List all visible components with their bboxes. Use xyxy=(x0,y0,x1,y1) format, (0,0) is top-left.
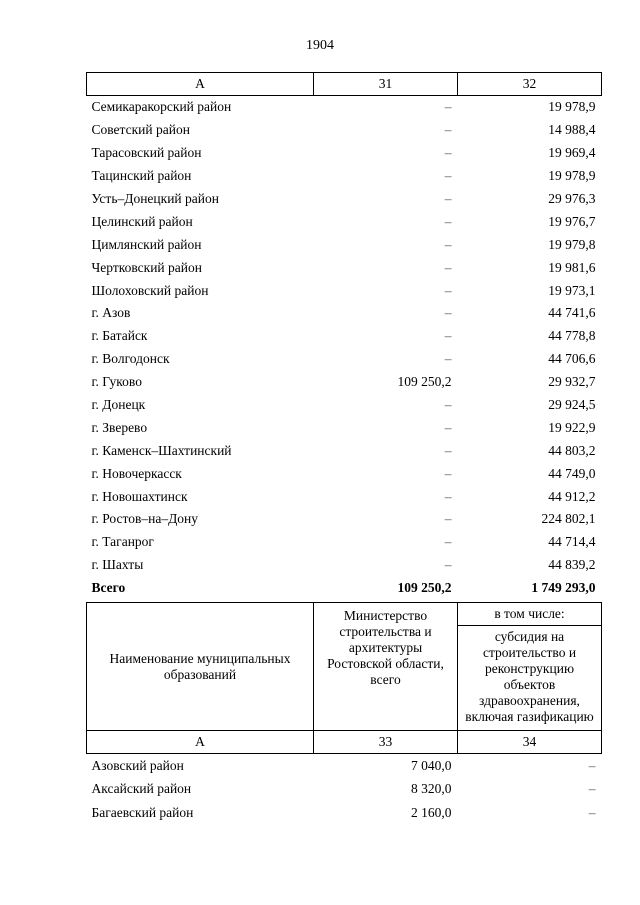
amount-c32: 29 924,5 xyxy=(548,397,596,413)
municipality-name: Тацинский район xyxy=(91,168,192,184)
municipality-name: г. Новошахтинск xyxy=(91,488,188,504)
column-number-header-2 xyxy=(87,731,602,754)
header-col-34: 34 xyxy=(458,731,602,754)
table-row xyxy=(87,462,602,485)
column-number-header xyxy=(87,73,602,96)
amount-c31: – xyxy=(444,442,452,458)
amount-c32: 29 976,3 xyxy=(548,191,596,206)
table-row xyxy=(87,394,602,417)
amount-c33: 7 040,0 xyxy=(411,757,452,773)
amount-c34: – xyxy=(588,804,596,820)
amount-c31: – xyxy=(444,99,452,115)
municipality-name: г. Батайск xyxy=(91,328,148,344)
municipality-name: г. Ростов–на–Дону xyxy=(91,511,199,527)
header-municipality: Наименование муниципальных образований xyxy=(87,603,314,731)
amount-c31: – xyxy=(444,465,452,481)
page-number: 1904 xyxy=(306,38,334,53)
amount-c31: – xyxy=(444,191,452,206)
table-row xyxy=(87,165,602,188)
amount-c31: 109 250,2 xyxy=(397,374,452,390)
amount-c32: 44 714,4 xyxy=(548,534,596,550)
municipality-name: Багаевский район xyxy=(91,804,194,820)
amount-c34: – xyxy=(588,757,596,773)
table-row xyxy=(87,485,602,508)
amount-c31: – xyxy=(444,282,452,298)
amount-c31: – xyxy=(444,213,452,229)
table-row xyxy=(87,554,602,577)
amount-c34: – xyxy=(588,781,596,797)
table-row xyxy=(87,778,602,802)
amount-c32: 19 979,8 xyxy=(548,236,596,252)
amount-c32: 44 706,6 xyxy=(548,351,596,367)
amount-c31: – xyxy=(444,122,452,138)
amount-c32: 19 978,9 xyxy=(548,99,596,115)
amount-c32: 19 969,4 xyxy=(548,145,596,161)
header-col-31: 31 xyxy=(314,73,458,96)
municipality-name: Целинский район xyxy=(91,213,193,229)
municipality-name: Чертковский район xyxy=(91,259,202,275)
header-col-32: 32 xyxy=(458,73,602,96)
municipality-name: г. Азов xyxy=(91,305,131,321)
table-row xyxy=(87,508,602,531)
header-col-33: 33 xyxy=(314,731,458,754)
amount-c31: – xyxy=(444,328,452,344)
header-col-a: А xyxy=(87,73,314,96)
municipality-name: г. Волгодонск xyxy=(91,351,170,367)
amount-c31: – xyxy=(444,259,452,275)
table-row xyxy=(87,142,602,165)
table-row xyxy=(87,256,602,279)
header-col-a-2: А xyxy=(87,731,314,754)
amount-c32: 29 932,7 xyxy=(548,374,596,390)
amount-c32: 44 912,2 xyxy=(548,488,596,504)
amount-c32: 19 976,7 xyxy=(548,213,596,229)
table-row xyxy=(87,119,602,142)
table-row xyxy=(87,348,602,371)
municipality-name: г. Новочеркасск xyxy=(91,465,182,481)
municipality-name: г. Донецк xyxy=(91,397,146,413)
table-row xyxy=(87,754,602,778)
municipality-name: Цимлянский район xyxy=(91,236,202,252)
amount-c33: 8 320,0 xyxy=(411,781,452,797)
header-ministry-total: Министерство строительства и архитектуры Ростовской области, всего xyxy=(314,603,458,731)
amount-c31: – xyxy=(444,511,452,527)
table-row xyxy=(87,801,602,825)
amount-c32: 19 981,6 xyxy=(548,259,596,275)
amount-c31: – xyxy=(444,351,452,367)
table-row xyxy=(87,96,602,119)
amount-c31: – xyxy=(444,168,452,184)
total-label: Всего xyxy=(91,580,126,596)
municipality-name: Аксайский район xyxy=(91,781,192,797)
total-col-31: 109 250,2 xyxy=(397,580,452,596)
amount-c32: 44 803,2 xyxy=(548,442,596,458)
municipality-name: Тарасовский район xyxy=(91,145,202,161)
municipality-name: г. Гуково xyxy=(91,374,142,390)
header-including: в том числе: xyxy=(458,603,602,626)
municipality-name: г. Таганрог xyxy=(91,534,154,550)
budget-table-part1 xyxy=(86,72,602,600)
amount-c32: 44 778,8 xyxy=(548,328,596,344)
amount-c31: – xyxy=(444,305,452,321)
municipality-name: Усть–Донецкий район xyxy=(91,191,219,206)
municipality-name: г. Шахты xyxy=(91,557,144,573)
amount-c32: 19 922,9 xyxy=(548,419,596,435)
table-row xyxy=(87,325,602,348)
amount-c33: 2 160,0 xyxy=(411,804,452,820)
amount-c32: 224 802,1 xyxy=(541,511,596,527)
municipality-name: Азовский район xyxy=(91,757,184,773)
amount-c32: 14 988,4 xyxy=(548,122,596,138)
municipality-name: Семикаракорский район xyxy=(91,99,232,115)
table-row xyxy=(87,439,602,462)
amount-c32: 44 749,0 xyxy=(548,465,596,481)
municipality-name: г. Каменск–Шахтинский xyxy=(91,442,232,458)
amount-c31: – xyxy=(444,488,452,504)
amount-c31: – xyxy=(444,534,452,550)
table-row xyxy=(87,416,602,439)
municipality-name: Шолоховский район xyxy=(91,282,209,298)
table-row xyxy=(87,531,602,554)
amount-c32: 19 973,1 xyxy=(548,282,596,298)
amount-c31: – xyxy=(444,397,452,413)
amount-c32: 44 839,2 xyxy=(548,557,596,573)
municipality-name: Советский район xyxy=(91,122,190,138)
table-row xyxy=(87,233,602,256)
table-row xyxy=(87,371,602,394)
header-healthcare-subsidy: субсидия на строительство и реконструкцию объектов здравоохранения, включая газификацию xyxy=(458,626,602,731)
total-col-32: 1 749 293,0 xyxy=(531,580,596,596)
amount-c31: – xyxy=(444,145,452,161)
table-row xyxy=(87,279,602,302)
table-row xyxy=(87,302,602,325)
amount-c32: 19 978,9 xyxy=(548,168,596,184)
total-row xyxy=(87,577,602,600)
amount-c31: – xyxy=(444,236,452,252)
table-row xyxy=(87,210,602,233)
budget-table-part2 xyxy=(86,602,602,825)
amount-c31: – xyxy=(444,557,452,573)
amount-c32: 44 741,6 xyxy=(548,305,596,321)
table-row xyxy=(87,188,602,211)
amount-c31: – xyxy=(444,419,452,435)
municipality-name: г. Зверево xyxy=(91,419,148,435)
